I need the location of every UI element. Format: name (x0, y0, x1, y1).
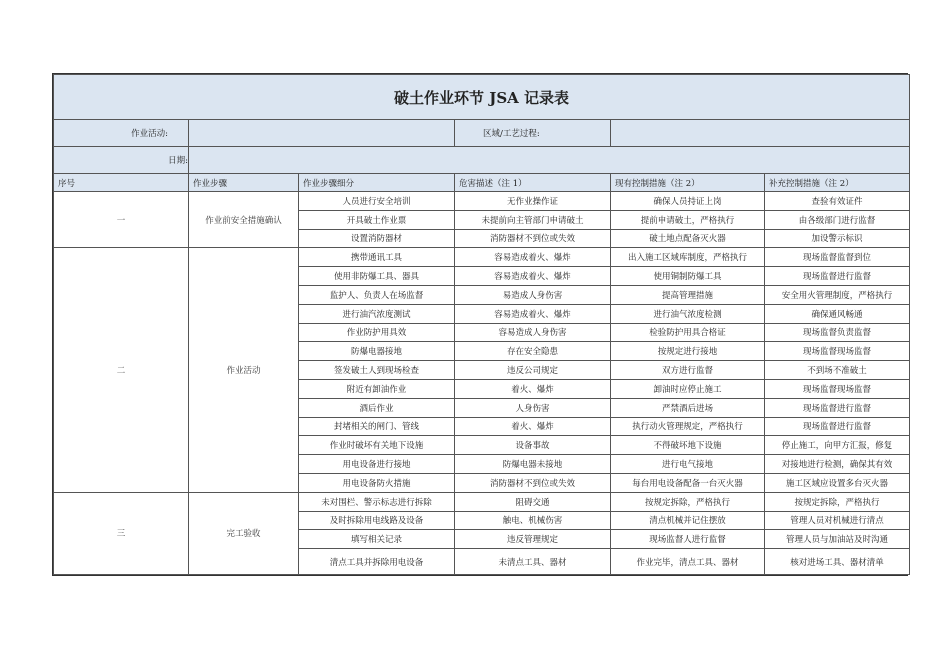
hazard-cell: 着火、爆炸 (455, 379, 611, 398)
extra-control-cell: 现场监督进行监督 (765, 417, 910, 436)
current-control-cell: 不得破坏地下设施 (611, 436, 765, 455)
substep-cell: 用电设备进行接地 (299, 455, 455, 474)
group-number-cell: 一 (54, 192, 189, 248)
extra-control-cell: 对接地进行检测，确保其有效 (765, 455, 910, 474)
table-row (54, 192, 910, 211)
substep-cell: 监护人、负责人在场监督 (299, 285, 455, 304)
substep-cell: 酒后作业 (299, 398, 455, 417)
date-label: 日期: (54, 147, 189, 174)
substep-cell: 作业防护用具效 (299, 323, 455, 342)
header-extra-control: 补充控制措施（注 2） (765, 174, 910, 192)
jsa-record-sheet (52, 73, 908, 576)
substep-cell: 清点工具并拆除用电设备 (299, 549, 455, 575)
current-control-cell: 双方进行监督 (611, 361, 765, 380)
table-row (54, 492, 910, 511)
activity-value-field[interactable] (189, 120, 455, 147)
jsa-table (53, 74, 910, 575)
extra-control-cell: 管理人员对机械进行清点 (765, 511, 910, 530)
current-control-cell: 卸油时应停止施工 (611, 379, 765, 398)
group-number-cell: 二 (54, 248, 189, 492)
hazard-cell: 未清点工具、器材 (455, 549, 611, 575)
group-step-cell: 作业前安全措施确认 (189, 192, 299, 248)
header-seq: 序号 (54, 174, 189, 192)
extra-control-cell: 现场监督现场监督 (765, 342, 910, 361)
substep-cell: 进行油汽浓度测试 (299, 304, 455, 323)
current-control-cell: 出入施工区域库制度，严格执行 (611, 248, 765, 267)
hazard-cell: 易造成人身伤害 (455, 285, 611, 304)
extra-control-cell: 停止施工，向甲方汇报，修复 (765, 436, 910, 455)
extra-control-cell: 由各级部门进行监督 (765, 210, 910, 229)
current-control-cell: 每台用电设备配备一台灭火器 (611, 473, 765, 492)
hazard-cell: 消防器材不到位或失效 (455, 473, 611, 492)
extra-control-cell: 施工区域应设置多台灭火器 (765, 473, 910, 492)
current-control-cell: 进行油气浓度检测 (611, 304, 765, 323)
extra-control-cell: 现场监督进行监督 (765, 398, 910, 417)
current-control-cell: 按规定拆除，严格执行 (611, 492, 765, 511)
current-control-cell: 破土地点配备灭火器 (611, 229, 765, 248)
activity-label: 作业活动: (54, 120, 189, 147)
header-substep: 作业步骤细分 (299, 174, 455, 192)
extra-control-cell: 按规定拆除，严格执行 (765, 492, 910, 511)
substep-cell: 封堵相关的闸门、管线 (299, 417, 455, 436)
substep-cell: 人员进行安全培训 (299, 192, 455, 211)
extra-control-cell: 现场监督进行监督 (765, 267, 910, 286)
hazard-cell: 未提前向主管部门申请破土 (455, 210, 611, 229)
substep-cell: 防爆电器接地 (299, 342, 455, 361)
substep-cell: 及时拆除用电线路及设备 (299, 511, 455, 530)
current-control-cell: 使用铜制防爆工具 (611, 267, 765, 286)
current-control-cell: 作业完毕，清点工具、器材 (611, 549, 765, 575)
group-step-cell: 作业活动 (189, 248, 299, 492)
hazard-cell: 容易造成着火、爆炸 (455, 267, 611, 286)
hazard-cell: 容易造成着火、爆炸 (455, 248, 611, 267)
group-step-cell: 完工验收 (189, 492, 299, 574)
hazard-cell: 违反公司规定 (455, 361, 611, 380)
substep-cell: 携带通讯工具 (299, 248, 455, 267)
area-value-field[interactable] (611, 120, 910, 147)
header-step: 作业步骤 (189, 174, 299, 192)
hazard-cell: 阻碍交通 (455, 492, 611, 511)
extra-control-cell: 确保通风畅通 (765, 304, 910, 323)
area-label: 区域/工艺过程: (455, 120, 611, 147)
hazard-cell: 违反管理规定 (455, 530, 611, 549)
date-value-field[interactable] (189, 147, 910, 174)
substep-cell: 未对围栏、警示标志进行拆除 (299, 492, 455, 511)
hazard-cell: 设备事故 (455, 436, 611, 455)
substep-cell: 作业时破坏有关地下设施 (299, 436, 455, 455)
extra-control-cell: 核对进场工具、器材清单 (765, 549, 910, 575)
hazard-cell: 防爆电器未接地 (455, 455, 611, 474)
current-control-cell: 检验防护用具合格证 (611, 323, 765, 342)
current-control-cell: 按规定进行接地 (611, 342, 765, 361)
header-hazard: 危害描述（注 1） (455, 174, 611, 192)
substep-cell: 签发破土人到现场检查 (299, 361, 455, 380)
substep-cell: 附近有卸油作业 (299, 379, 455, 398)
hazard-cell: 容易造成着火、爆炸 (455, 304, 611, 323)
extra-control-cell: 现场监督监督到位 (765, 248, 910, 267)
substep-cell: 开具破土作业票 (299, 210, 455, 229)
current-control-cell: 进行电气接地 (611, 455, 765, 474)
extra-control-cell: 查验有效证件 (765, 192, 910, 211)
table-row (54, 248, 910, 267)
extra-control-cell: 现场监督负责监督 (765, 323, 910, 342)
hazard-cell: 容易造成人身伤害 (455, 323, 611, 342)
page-title: 破土作业环节 JSA 记录表 (54, 75, 910, 120)
current-control-cell: 清点机械并记住摆放 (611, 511, 765, 530)
current-control-cell: 现场监督人进行监督 (611, 530, 765, 549)
current-control-cell: 确保人员持证上岗 (611, 192, 765, 211)
substep-cell: 使用非防爆工具、器具 (299, 267, 455, 286)
substep-cell: 设置消防器材 (299, 229, 455, 248)
header-current-control: 现有控制措施（注 2） (611, 174, 765, 192)
substep-cell: 用电设备防火措施 (299, 473, 455, 492)
current-control-cell: 提前申请破土，严格执行 (611, 210, 765, 229)
hazard-cell: 着火、爆炸 (455, 417, 611, 436)
hazard-cell: 无作业操作证 (455, 192, 611, 211)
extra-control-cell: 不到场不准破土 (765, 361, 910, 380)
hazard-cell: 存在安全隐患 (455, 342, 611, 361)
hazard-cell: 人身伤害 (455, 398, 611, 417)
current-control-cell: 提高管理措施 (611, 285, 765, 304)
extra-control-cell: 管理人员与加油站及时沟通 (765, 530, 910, 549)
hazard-cell: 消防器材不到位或失效 (455, 229, 611, 248)
extra-control-cell: 安全用火管理制度，严格执行 (765, 285, 910, 304)
group-number-cell: 三 (54, 492, 189, 574)
extra-control-cell: 加设警示标识 (765, 229, 910, 248)
current-control-cell: 严禁酒后进场 (611, 398, 765, 417)
extra-control-cell: 现场监督现场监督 (765, 379, 910, 398)
hazard-cell: 触电、机械伤害 (455, 511, 611, 530)
current-control-cell: 执行动火管理规定，严格执行 (611, 417, 765, 436)
substep-cell: 填写相关记录 (299, 530, 455, 549)
